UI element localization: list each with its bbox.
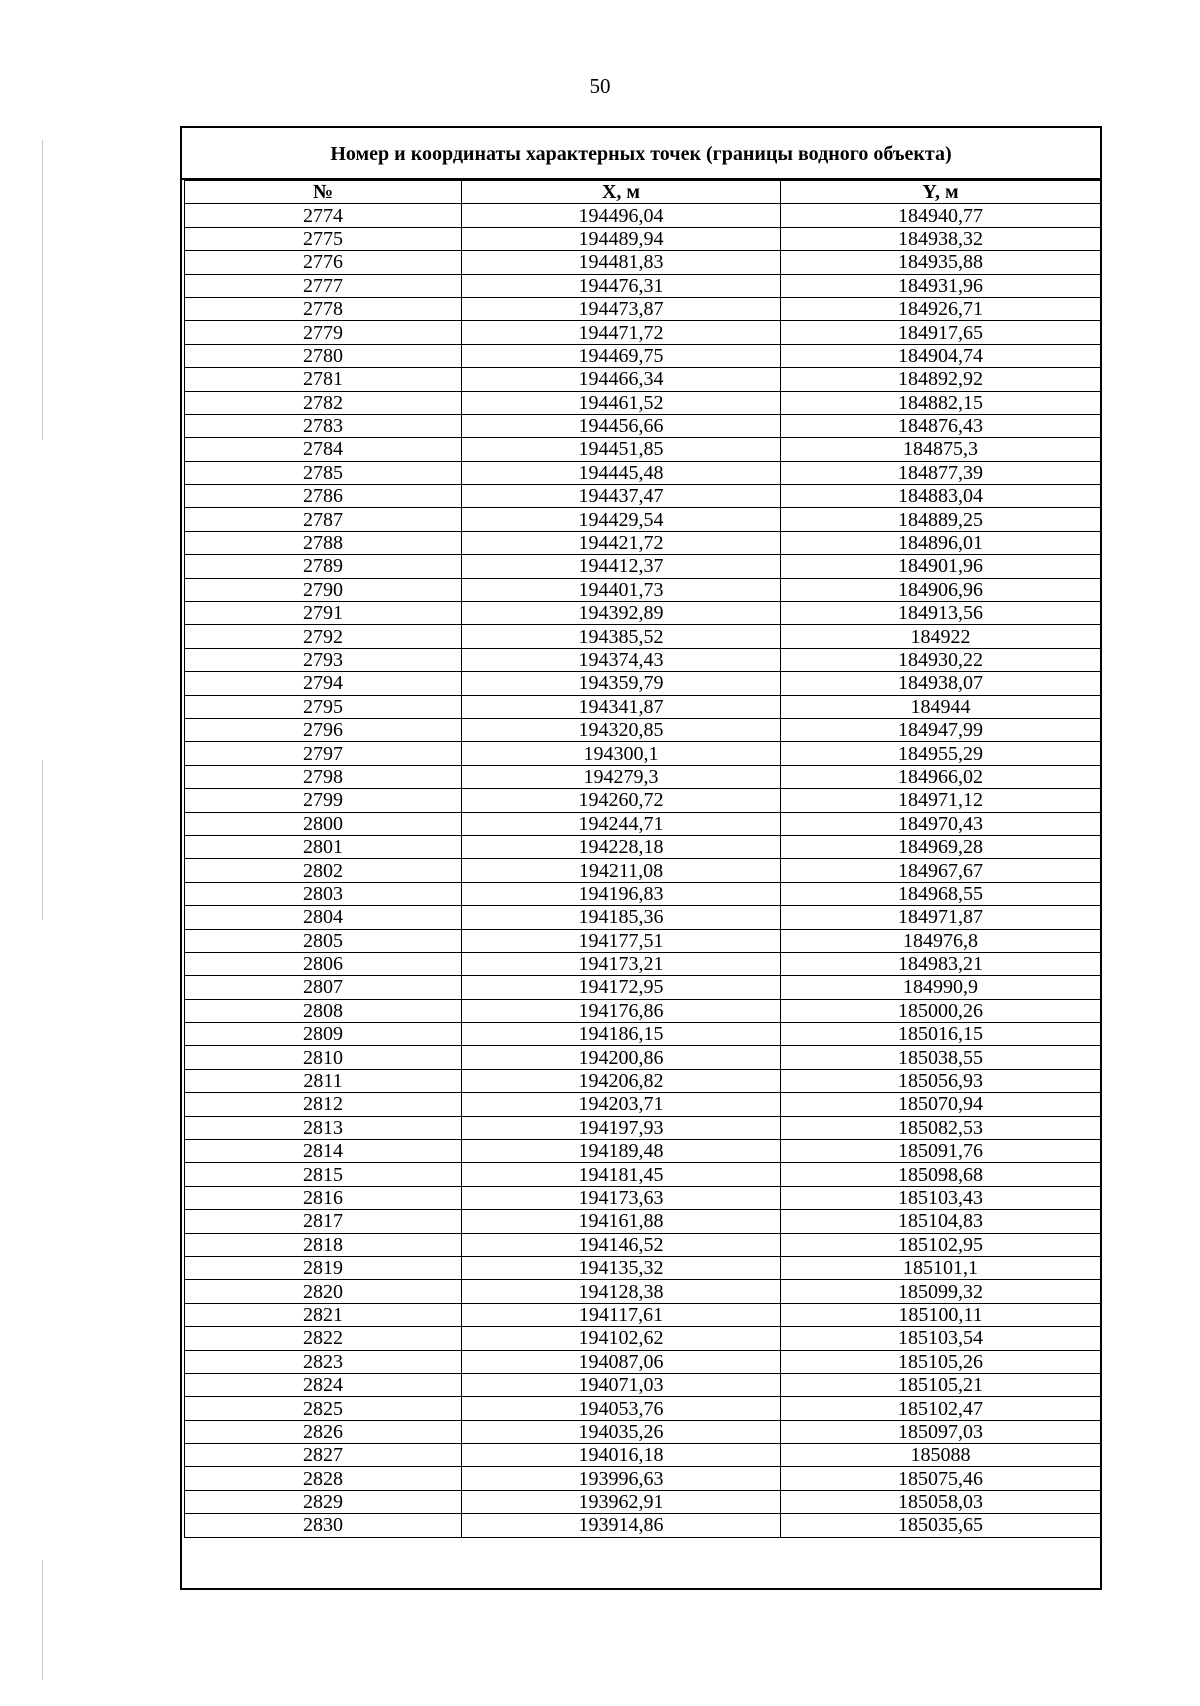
y-coordinate-cell: 184931,96 <box>781 274 1101 297</box>
table-row <box>185 718 1101 741</box>
x-coordinate-cell: 194211,08 <box>462 859 781 882</box>
point-number-cell: 2825 <box>185 1397 462 1420</box>
table-row <box>185 438 1101 461</box>
y-coordinate-cell: 185102,95 <box>781 1233 1101 1256</box>
point-number-cell: 2778 <box>185 297 462 320</box>
x-coordinate-cell: 194451,85 <box>462 438 781 461</box>
point-number-cell: 2811 <box>185 1069 462 1092</box>
x-coordinate-cell: 194244,71 <box>462 812 781 835</box>
x-coordinate-cell: 194181,45 <box>462 1163 781 1186</box>
table-row <box>185 602 1101 625</box>
y-coordinate-cell: 184938,07 <box>781 672 1101 695</box>
table-row <box>185 204 1101 227</box>
point-number-cell: 2817 <box>185 1210 462 1233</box>
point-number-cell: 2782 <box>185 391 462 414</box>
y-coordinate-cell: 184901,96 <box>781 555 1101 578</box>
y-coordinate-cell: 184971,12 <box>781 789 1101 812</box>
point-number-cell: 2823 <box>185 1350 462 1373</box>
table-row <box>185 882 1101 905</box>
x-coordinate-cell: 194185,36 <box>462 906 781 929</box>
table-row <box>185 1210 1101 1233</box>
y-coordinate-cell: 184970,43 <box>781 812 1101 835</box>
column-header-number: № <box>185 181 462 204</box>
y-coordinate-cell: 185056,93 <box>781 1069 1101 1092</box>
point-number-cell: 2830 <box>185 1514 462 1537</box>
point-number-cell: 2813 <box>185 1116 462 1139</box>
table-row <box>185 1256 1101 1279</box>
x-coordinate-cell: 194206,82 <box>462 1069 781 1092</box>
point-number-cell: 2807 <box>185 976 462 999</box>
x-coordinate-cell: 194359,79 <box>462 672 781 695</box>
point-number-cell: 2826 <box>185 1420 462 1443</box>
y-coordinate-cell: 184896,01 <box>781 531 1101 554</box>
x-coordinate-cell: 194053,76 <box>462 1397 781 1420</box>
y-coordinate-cell: 184969,28 <box>781 835 1101 858</box>
table-row <box>185 391 1101 414</box>
x-coordinate-cell: 194172,95 <box>462 976 781 999</box>
table-row <box>185 1327 1101 1350</box>
y-coordinate-cell: 185016,15 <box>781 1023 1101 1046</box>
y-coordinate-cell: 184944 <box>781 695 1101 718</box>
y-coordinate-cell: 184877,39 <box>781 461 1101 484</box>
y-coordinate-cell: 185102,47 <box>781 1397 1101 1420</box>
point-number-cell: 2787 <box>185 508 462 531</box>
point-number-cell: 2788 <box>185 531 462 554</box>
x-coordinate-cell: 194473,87 <box>462 297 781 320</box>
y-coordinate-cell: 185100,11 <box>781 1303 1101 1326</box>
x-coordinate-cell: 194476,31 <box>462 274 781 297</box>
y-coordinate-cell: 185098,68 <box>781 1163 1101 1186</box>
table-row <box>185 952 1101 975</box>
point-number-cell: 2810 <box>185 1046 462 1069</box>
y-coordinate-cell: 185104,83 <box>781 1210 1101 1233</box>
point-number-cell: 2793 <box>185 648 462 671</box>
table-row <box>185 1280 1101 1303</box>
x-coordinate-cell: 194087,06 <box>462 1350 781 1373</box>
x-coordinate-cell: 194392,89 <box>462 602 781 625</box>
x-coordinate-cell: 194341,87 <box>462 695 781 718</box>
table-row <box>185 461 1101 484</box>
point-number-cell: 2803 <box>185 882 462 905</box>
x-coordinate-cell: 194173,63 <box>462 1186 781 1209</box>
table-header-row <box>185 181 1101 204</box>
table-row <box>185 648 1101 671</box>
point-number-cell: 2776 <box>185 251 462 274</box>
point-number-cell: 2780 <box>185 344 462 367</box>
y-coordinate-cell: 184967,67 <box>781 859 1101 882</box>
coordinates-table-frame <box>180 126 1102 1590</box>
table-row <box>185 976 1101 999</box>
table-row <box>185 1140 1101 1163</box>
x-coordinate-cell: 194196,83 <box>462 882 781 905</box>
x-coordinate-cell: 194461,52 <box>462 391 781 414</box>
table-row <box>185 906 1101 929</box>
y-coordinate-cell: 184976,8 <box>781 929 1101 952</box>
point-number-cell: 2816 <box>185 1186 462 1209</box>
y-coordinate-cell: 184882,15 <box>781 391 1101 414</box>
point-number-cell: 2796 <box>185 718 462 741</box>
scan-edge-mark <box>42 140 43 440</box>
y-coordinate-cell: 184883,04 <box>781 485 1101 508</box>
table-row <box>185 1350 1101 1373</box>
table-row <box>185 251 1101 274</box>
point-number-cell: 2819 <box>185 1256 462 1279</box>
column-header-x: X, м <box>462 181 781 204</box>
table-row <box>185 344 1101 367</box>
y-coordinate-cell: 185058,03 <box>781 1490 1101 1513</box>
y-coordinate-cell: 185097,03 <box>781 1420 1101 1443</box>
table-row <box>185 578 1101 601</box>
page-number: 50 <box>589 74 611 98</box>
y-coordinate-cell: 184876,43 <box>781 414 1101 437</box>
table-title: Номер и координаты характерных точек (границы водного объекта) <box>182 128 1100 180</box>
point-number-cell: 2801 <box>185 835 462 858</box>
y-coordinate-cell: 184922 <box>781 625 1101 648</box>
table-row <box>185 1163 1101 1186</box>
x-coordinate-cell: 194401,73 <box>462 578 781 601</box>
y-coordinate-cell: 185075,46 <box>781 1467 1101 1490</box>
point-number-cell: 2802 <box>185 859 462 882</box>
point-number-cell: 2797 <box>185 742 462 765</box>
scan-edge-mark <box>42 760 43 920</box>
x-coordinate-cell: 194489,94 <box>462 227 781 250</box>
table-row <box>185 1046 1101 1069</box>
table-row <box>185 1444 1101 1467</box>
y-coordinate-cell: 185099,32 <box>781 1280 1101 1303</box>
y-coordinate-cell: 184926,71 <box>781 297 1101 320</box>
x-coordinate-cell: 194128,38 <box>462 1280 781 1303</box>
table-row <box>185 1490 1101 1513</box>
point-number-cell: 2808 <box>185 999 462 1022</box>
y-coordinate-cell: 185103,54 <box>781 1327 1101 1350</box>
x-coordinate-cell: 194228,18 <box>462 835 781 858</box>
point-number-cell: 2809 <box>185 1023 462 1046</box>
x-coordinate-cell: 193996,63 <box>462 1467 781 1490</box>
table-row <box>185 1233 1101 1256</box>
table-row <box>185 835 1101 858</box>
y-coordinate-cell: 185038,55 <box>781 1046 1101 1069</box>
x-coordinate-cell: 194135,32 <box>462 1256 781 1279</box>
x-coordinate-cell: 194445,48 <box>462 461 781 484</box>
point-number-cell: 2812 <box>185 1093 462 1116</box>
table-row <box>185 1116 1101 1139</box>
x-coordinate-cell: 193914,86 <box>462 1514 781 1537</box>
y-coordinate-cell: 184917,65 <box>781 321 1101 344</box>
table-row <box>185 508 1101 531</box>
column-header-y: Y, м <box>781 181 1101 204</box>
point-number-cell: 2814 <box>185 1140 462 1163</box>
x-coordinate-cell: 194412,37 <box>462 555 781 578</box>
table-row <box>185 742 1101 765</box>
table-row <box>185 859 1101 882</box>
y-coordinate-cell: 184983,21 <box>781 952 1101 975</box>
y-coordinate-cell: 185101,1 <box>781 1256 1101 1279</box>
point-number-cell: 2781 <box>185 368 462 391</box>
point-number-cell: 2774 <box>185 204 462 227</box>
x-coordinate-cell: 194173,21 <box>462 952 781 975</box>
table-row <box>185 812 1101 835</box>
y-coordinate-cell: 185088 <box>781 1444 1101 1467</box>
point-number-cell: 2828 <box>185 1467 462 1490</box>
y-coordinate-cell: 184904,74 <box>781 344 1101 367</box>
x-coordinate-cell: 194260,72 <box>462 789 781 812</box>
x-coordinate-cell: 193962,91 <box>462 1490 781 1513</box>
table-row <box>185 765 1101 788</box>
y-coordinate-cell: 185105,21 <box>781 1373 1101 1396</box>
point-number-cell: 2818 <box>185 1233 462 1256</box>
x-coordinate-cell: 194189,48 <box>462 1140 781 1163</box>
y-coordinate-cell: 184940,77 <box>781 204 1101 227</box>
x-coordinate-cell: 194466,34 <box>462 368 781 391</box>
point-number-cell: 2785 <box>185 461 462 484</box>
table-row <box>185 1420 1101 1443</box>
x-coordinate-cell: 194385,52 <box>462 625 781 648</box>
y-coordinate-cell: 184990,9 <box>781 976 1101 999</box>
point-number-cell: 2789 <box>185 555 462 578</box>
x-coordinate-cell: 194102,62 <box>462 1327 781 1350</box>
point-number-cell: 2829 <box>185 1490 462 1513</box>
point-number-cell: 2779 <box>185 321 462 344</box>
x-coordinate-cell: 194200,86 <box>462 1046 781 1069</box>
y-coordinate-cell: 184971,87 <box>781 906 1101 929</box>
table-row <box>185 274 1101 297</box>
table-row <box>185 1514 1101 1537</box>
x-coordinate-cell: 194496,04 <box>462 204 781 227</box>
table-row <box>185 555 1101 578</box>
point-number-cell: 2783 <box>185 414 462 437</box>
x-coordinate-cell: 194071,03 <box>462 1373 781 1396</box>
x-coordinate-cell: 194016,18 <box>462 1444 781 1467</box>
x-coordinate-cell: 194176,86 <box>462 999 781 1022</box>
table-row <box>185 1069 1101 1092</box>
y-coordinate-cell: 184938,32 <box>781 227 1101 250</box>
x-coordinate-cell: 194456,66 <box>462 414 781 437</box>
table-row <box>185 789 1101 812</box>
point-number-cell: 2824 <box>185 1373 462 1396</box>
table-row <box>185 625 1101 648</box>
table-row <box>185 414 1101 437</box>
y-coordinate-cell: 184935,88 <box>781 251 1101 274</box>
y-coordinate-cell: 184892,92 <box>781 368 1101 391</box>
table-row <box>185 227 1101 250</box>
x-coordinate-cell: 194320,85 <box>462 718 781 741</box>
table-row <box>185 1186 1101 1209</box>
point-number-cell: 2805 <box>185 929 462 952</box>
table-row <box>185 297 1101 320</box>
y-coordinate-cell: 184875,3 <box>781 438 1101 461</box>
point-number-cell: 2786 <box>185 485 462 508</box>
y-coordinate-cell: 184906,96 <box>781 578 1101 601</box>
x-coordinate-cell: 194421,72 <box>462 531 781 554</box>
x-coordinate-cell: 194186,15 <box>462 1023 781 1046</box>
table-row <box>185 1023 1101 1046</box>
table-row <box>185 531 1101 554</box>
y-coordinate-cell: 185105,26 <box>781 1350 1101 1373</box>
y-coordinate-cell: 185091,76 <box>781 1140 1101 1163</box>
y-coordinate-cell: 184913,56 <box>781 602 1101 625</box>
y-coordinate-cell: 184889,25 <box>781 508 1101 531</box>
table-row <box>185 695 1101 718</box>
y-coordinate-cell: 184930,22 <box>781 648 1101 671</box>
x-coordinate-cell: 194437,47 <box>462 485 781 508</box>
point-number-cell: 2790 <box>185 578 462 601</box>
x-coordinate-cell: 194203,71 <box>462 1093 781 1116</box>
x-coordinate-cell: 194471,72 <box>462 321 781 344</box>
table-row <box>185 1303 1101 1326</box>
table-row <box>185 929 1101 952</box>
y-coordinate-cell: 185082,53 <box>781 1116 1101 1139</box>
y-coordinate-cell: 185035,65 <box>781 1514 1101 1537</box>
table-row <box>185 1397 1101 1420</box>
x-coordinate-cell: 194197,93 <box>462 1116 781 1139</box>
table-row <box>185 672 1101 695</box>
point-number-cell: 2806 <box>185 952 462 975</box>
point-number-cell: 2798 <box>185 765 462 788</box>
x-coordinate-cell: 194161,88 <box>462 1210 781 1233</box>
table-row <box>185 1373 1101 1396</box>
point-number-cell: 2822 <box>185 1327 462 1350</box>
point-number-cell: 2827 <box>185 1444 462 1467</box>
point-number-cell: 2820 <box>185 1280 462 1303</box>
table-row <box>185 368 1101 391</box>
point-number-cell: 2800 <box>185 812 462 835</box>
y-coordinate-cell: 185070,94 <box>781 1093 1101 1116</box>
point-number-cell: 2791 <box>185 602 462 625</box>
x-coordinate-cell: 194117,61 <box>462 1303 781 1326</box>
point-number-cell: 2794 <box>185 672 462 695</box>
y-coordinate-cell: 184968,55 <box>781 882 1101 905</box>
table-row <box>185 1093 1101 1116</box>
point-number-cell: 2821 <box>185 1303 462 1326</box>
x-coordinate-cell: 194177,51 <box>462 929 781 952</box>
point-number-cell: 2815 <box>185 1163 462 1186</box>
x-coordinate-cell: 194300,1 <box>462 742 781 765</box>
point-number-cell: 2799 <box>185 789 462 812</box>
y-coordinate-cell: 184955,29 <box>781 742 1101 765</box>
y-coordinate-cell: 185000,26 <box>781 999 1101 1022</box>
x-coordinate-cell: 194469,75 <box>462 344 781 367</box>
x-coordinate-cell: 194035,26 <box>462 1420 781 1443</box>
x-coordinate-cell: 194374,43 <box>462 648 781 671</box>
point-number-cell: 2804 <box>185 906 462 929</box>
table-body <box>185 204 1101 1537</box>
point-number-cell: 2795 <box>185 695 462 718</box>
table-row <box>185 1467 1101 1490</box>
x-coordinate-cell: 194429,54 <box>462 508 781 531</box>
scan-edge-mark <box>42 1560 43 1680</box>
y-coordinate-cell: 184947,99 <box>781 718 1101 741</box>
table-row <box>185 999 1101 1022</box>
y-coordinate-cell: 185103,43 <box>781 1186 1101 1209</box>
point-number-cell: 2775 <box>185 227 462 250</box>
x-coordinate-cell: 194279,3 <box>462 765 781 788</box>
table-row <box>185 485 1101 508</box>
coordinates-table <box>184 180 1101 1538</box>
y-coordinate-cell: 184966,02 <box>781 765 1101 788</box>
table-row <box>185 321 1101 344</box>
x-coordinate-cell: 194481,83 <box>462 251 781 274</box>
point-number-cell: 2784 <box>185 438 462 461</box>
point-number-cell: 2777 <box>185 274 462 297</box>
x-coordinate-cell: 194146,52 <box>462 1233 781 1256</box>
point-number-cell: 2792 <box>185 625 462 648</box>
